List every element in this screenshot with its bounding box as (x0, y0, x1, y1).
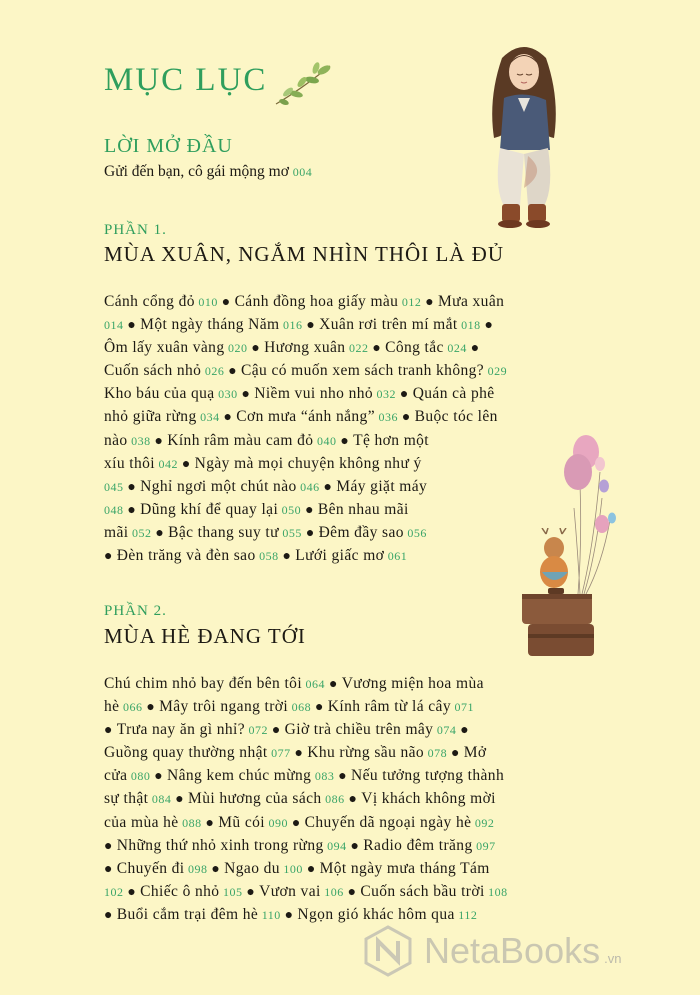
bullet-separator: ● (178, 456, 195, 472)
netabooks-logo-icon (362, 925, 414, 977)
toc-entry-title[interactable]: Lưới giấc mơ (295, 547, 385, 565)
toc-entry-page[interactable]: 083 (311, 769, 335, 784)
deer-on-suitcases-illustration (518, 528, 598, 660)
toc-entry-title[interactable]: Quán cà phê (412, 385, 495, 403)
toc-entry-title[interactable]: Ngao du (224, 859, 280, 877)
toc-entry-title[interactable]: Radio đêm trăng (363, 836, 473, 854)
bullet-separator: ● (301, 525, 319, 541)
bullet-separator: ● (311, 700, 328, 716)
toc-line (104, 673, 598, 696)
toc-entry-page[interactable]: 071 (450, 700, 474, 715)
bullet-separator: ● (123, 502, 141, 518)
bullet-separator: ● (150, 769, 168, 785)
toc-line (104, 696, 598, 719)
bullet-separator: ● (123, 479, 141, 495)
toc-entry-title[interactable]: Máy giặt máy (336, 477, 428, 495)
toc-line (104, 904, 598, 927)
toc-line (104, 383, 604, 406)
toc-entry-page[interactable]: 018 (457, 318, 481, 333)
toc-entry-title[interactable]: Nghỉ ngơi một chút nào (140, 477, 297, 495)
bullet-separator: ● (171, 792, 189, 808)
toc-entry-title[interactable]: Kính râm màu cam đỏ (167, 431, 314, 449)
bullet-separator: ● (142, 700, 160, 716)
bullet-separator: ● (104, 907, 117, 923)
bullet-separator: ● (301, 502, 318, 518)
toc-entry-page[interactable]: 110 (258, 907, 281, 922)
toc-line (104, 788, 598, 811)
watermark (362, 925, 621, 977)
toc-entry-title[interactable]: Chú chim nhỏ bay đến bên tôi (104, 675, 303, 692)
toc-entry-page[interactable]: 055 (278, 525, 302, 540)
toc-entry-title[interactable]: Khu rừng sầu não (307, 744, 425, 762)
toc-entry-title[interactable]: Giờ trà chiều trên mây (284, 721, 434, 739)
bullet-separator: ● (207, 861, 225, 877)
toc-entry-page[interactable]: 042 (155, 456, 178, 471)
toc-line (104, 881, 598, 904)
toc-entry-title[interactable]: Vương miện hoa mùa (341, 675, 484, 692)
toc-entry-page[interactable]: 084 (148, 792, 172, 807)
part2-entries (104, 673, 598, 927)
toc-entry-page[interactable]: 112 (454, 907, 478, 922)
toc-entry-title[interactable]: Chuyến đi (116, 859, 185, 877)
toc-entry-title[interactable]: sự thật (104, 790, 149, 808)
bullet-separator: ● (447, 746, 464, 762)
page-title: MỤC LỤC (104, 62, 268, 98)
toc-entry-title[interactable]: Chuyến dã ngoại ngày hè (304, 813, 472, 831)
girl-illustration (474, 38, 574, 234)
toc-entry-title[interactable]: Nếu tưởng tượng thành (351, 767, 505, 785)
bullet-separator: ● (336, 433, 354, 449)
bullet-separator: ● (267, 723, 285, 739)
toc-entry-page[interactable]: 088 (178, 815, 202, 830)
toc-entry-page[interactable]: 068 (288, 700, 312, 715)
toc-entry-title[interactable]: Cánh đồng hoa giấy màu (234, 293, 399, 310)
toc-entry-page[interactable]: 032 (373, 387, 397, 402)
toc-entry-page[interactable]: 094 (323, 838, 347, 853)
part1-title: MÙA XUÂN, NGẮM NHÌN THÔI LÀ ĐỦ (104, 242, 505, 266)
toc-line (104, 291, 604, 314)
toc-entry-page[interactable]: 058 (255, 549, 279, 564)
bullet-separator: ● (219, 410, 237, 426)
toc-entry-page[interactable]: 029 (484, 364, 508, 379)
toc-entry-title[interactable]: Cuốn sách nhỏ (104, 362, 202, 380)
watermark-brand: NetaBooks (424, 930, 601, 971)
bullet-separator: ● (104, 723, 117, 739)
toc-line (104, 430, 604, 453)
toc-entry-page[interactable]: 014 (104, 318, 124, 333)
bullet-separator: ● (151, 525, 169, 541)
toc-entry-page[interactable]: 080 (127, 769, 151, 784)
toc-entry-title[interactable]: Cậu có muốn xem sách tranh không? (241, 362, 485, 380)
part1-label: PHẦN 1. (104, 222, 167, 238)
toc-entry-title[interactable]: Ngày mà mọi chuyện không như ý (194, 454, 422, 472)
toc-entry-page[interactable]: 074 (433, 723, 457, 738)
toc-entry-title[interactable]: Ôm lấy xuân vàng (104, 339, 225, 357)
bullet-separator: ● (280, 907, 298, 923)
toc-entry-title[interactable]: Đèn trăng và đèn sao (116, 547, 256, 565)
toc-line (104, 499, 604, 522)
bullet-separator: ● (224, 364, 241, 380)
toc-line (104, 812, 598, 835)
bullet-separator: ● (344, 792, 362, 808)
toc-entry-title[interactable]: Cơn mưa “ánh nắng” (236, 408, 375, 426)
part1-entries (104, 291, 604, 568)
toc-entry-title[interactable]: Những thứ nhỏ xinh trong rừng (116, 836, 324, 854)
bullet-separator: ● (334, 769, 351, 785)
bullet-separator: ● (247, 341, 265, 357)
bullet-separator: ● (396, 387, 413, 403)
toc-line (104, 453, 604, 476)
toc-entry-page[interactable]: 056 (403, 525, 427, 540)
bullet-separator: ● (278, 549, 296, 565)
toc-entry-title[interactable]: Hương xuân (264, 339, 346, 357)
toc-entry-title[interactable]: Mở (463, 744, 487, 762)
toc-entry-title[interactable]: Buộc tóc lên (414, 408, 498, 426)
bullet-separator: ● (104, 838, 117, 854)
leaf-branch-illustration (272, 60, 336, 110)
toc-entry-page[interactable]: 100 (279, 861, 303, 876)
intro-entry-page: 004 (292, 165, 313, 179)
toc-entry-page[interactable]: 048 (104, 502, 124, 517)
toc-entry-page[interactable]: 077 (267, 746, 291, 761)
toc-entry-title[interactable]: nào (104, 431, 128, 449)
toc-line (104, 742, 598, 765)
toc-entry-title[interactable]: Vươn vai (259, 882, 321, 900)
toc-entry-page[interactable]: 086 (321, 792, 345, 807)
toc-line (104, 360, 604, 383)
toc-entry-title[interactable]: Công tắc (385, 339, 444, 357)
toc-entry-page[interactable]: 072 (244, 723, 268, 738)
toc-entry-title[interactable]: Tệ hơn một (353, 431, 430, 449)
toc-entry-page[interactable]: 022 (345, 341, 369, 356)
toc-entry-page[interactable]: 102 (104, 884, 124, 899)
toc-entry-title[interactable]: Một ngày mưa tháng Tám (319, 859, 490, 877)
bullet-separator: ● (466, 341, 480, 357)
bullet-separator: ● (242, 884, 260, 900)
watermark-tld: .vn (604, 950, 622, 966)
toc-entry-title[interactable]: Mưa xuân (438, 293, 505, 310)
toc-entry-title[interactable]: hè (104, 698, 120, 716)
bullet-separator: ● (123, 884, 141, 900)
toc-entry-title[interactable]: Mây trôi ngang trời (159, 698, 289, 716)
part2-title: MÙA HÈ ĐANG TỚI (104, 624, 306, 648)
toc-line (104, 858, 598, 881)
toc-entry-page[interactable]: 045 (104, 479, 124, 494)
toc-entry-title[interactable]: nhỏ giữa rừng (104, 408, 197, 426)
toc-entry-title[interactable]: Mùi hương của sách (188, 790, 322, 808)
toc-entry-page[interactable]: 038 (127, 433, 151, 448)
toc-entry-title[interactable]: Chiếc ô nhỏ (140, 882, 220, 900)
bullet-separator: ● (346, 838, 364, 854)
toc-entry-title[interactable]: Bậc thang suy tư (168, 523, 279, 541)
toc-entry-page[interactable]: 052 (128, 525, 152, 540)
toc-entry-title[interactable]: Vị khách không mời (361, 790, 496, 808)
bullet-separator: ● (397, 410, 415, 426)
bullet-separator: ● (217, 295, 235, 310)
part2-label: PHẦN 2. (104, 603, 167, 619)
toc-entry-title[interactable]: Nâng kem chúc mừng (167, 767, 312, 785)
toc-entry-title[interactable]: cửa (104, 767, 128, 785)
toc-entry-title[interactable]: của mùa hè (104, 813, 179, 831)
toc-entry-page[interactable]: 090 (264, 815, 288, 830)
toc-entry-title[interactable]: Một ngày tháng Năm (140, 316, 280, 334)
bullet-separator: ● (123, 318, 141, 334)
toc-entry-page[interactable]: 105 (219, 884, 243, 899)
toc-entry-page[interactable]: 012 (398, 295, 422, 309)
intro-entry[interactable] (104, 163, 312, 181)
toc-entry-title[interactable]: xíu thôi (104, 454, 155, 472)
bullet-separator: ● (325, 677, 342, 692)
toc-line (104, 719, 598, 742)
bullet-separator: ● (290, 746, 308, 762)
toc-line (104, 765, 598, 788)
bullet-separator: ● (480, 318, 494, 334)
bullet-separator: ● (319, 479, 337, 495)
toc-entry-page[interactable]: 064 (302, 677, 326, 691)
toc-entry-title[interactable]: Dũng khí để quay lại (140, 500, 279, 518)
toc-line (104, 406, 604, 429)
toc-entry-title[interactable]: Kho báu của quạ (104, 385, 215, 403)
toc-entry-page[interactable]: 034 (196, 410, 220, 425)
bullet-separator: ● (237, 387, 255, 403)
toc-entry-page[interactable]: 040 (313, 433, 337, 448)
intro-heading: LỜI MỞ ĐẦU (104, 135, 233, 157)
toc-line (104, 835, 598, 858)
toc-entry-title[interactable]: Kính râm từ lá cây (327, 698, 451, 716)
toc-entry-page[interactable]: 108 (484, 884, 508, 899)
toc-entry-page[interactable]: 020 (224, 341, 248, 356)
toc-entry-title[interactable]: Guồng quay thường nhật (104, 744, 268, 762)
bullet-separator: ● (343, 884, 361, 900)
toc-entry-title[interactable]: Xuân rơi trên mí mắt (319, 316, 458, 334)
toc-entry-page[interactable]: 106 (320, 884, 344, 899)
bullet-separator: ● (104, 549, 117, 565)
toc-entry-page[interactable]: 061 (384, 549, 408, 564)
bullet-separator: ● (104, 861, 117, 877)
bullet-separator: ● (421, 295, 438, 310)
bullet-separator: ● (302, 318, 320, 334)
toc-entry-page[interactable]: 024 (443, 341, 467, 356)
toc-entry-title[interactable]: Cánh cổng đỏ (104, 293, 195, 310)
bullet-separator: ● (287, 815, 305, 831)
toc-line (104, 476, 604, 499)
toc-entry-title[interactable]: Mũ cói (218, 813, 265, 831)
bullet-separator: ● (150, 433, 168, 449)
toc-entry-title[interactable]: Trưa nay ăn gì nhỉ? (116, 721, 245, 739)
toc-entry-page[interactable]: 050 (278, 502, 302, 517)
toc-entry-title[interactable]: Đêm đầy sao (318, 523, 404, 541)
toc-entry-title[interactable]: Cuốn sách bầu trời (360, 882, 485, 900)
toc-entry-page[interactable]: 097 (472, 838, 496, 853)
bullet-separator: ● (368, 341, 386, 357)
toc-entry-page[interactable]: 036 (374, 410, 398, 425)
bullet-separator: ● (456, 723, 470, 739)
toc-entry-page[interactable]: 010 (194, 295, 218, 309)
toc-entry-page[interactable]: 016 (279, 318, 303, 333)
toc-line (104, 337, 604, 360)
toc-line (104, 314, 604, 337)
toc-entry-title[interactable]: Buổi cắm trại đêm hè (116, 905, 259, 923)
toc-entry-page[interactable]: 030 (214, 387, 238, 402)
intro-entry-title: Gửi đến bạn, cô gái mộng mơ (104, 163, 289, 180)
toc-entry-page[interactable]: 078 (424, 746, 448, 761)
toc-entry-page[interactable]: 092 (471, 815, 495, 830)
bullet-separator: ● (302, 861, 320, 877)
toc-entry-title[interactable]: mãi (104, 523, 129, 541)
toc-entry-page[interactable]: 046 (296, 479, 320, 494)
toc-entry-page[interactable]: 098 (184, 861, 208, 876)
toc-entry-title[interactable]: Niềm vui nho nhỏ (254, 385, 374, 403)
toc-entry-page[interactable]: 066 (119, 700, 143, 715)
toc-entry-title[interactable]: Ngọn gió khác hôm qua (297, 905, 455, 923)
toc-entry-title[interactable]: Bên nhau mãi (317, 500, 409, 518)
bullet-separator: ● (201, 815, 219, 831)
toc-entry-page[interactable]: 026 (201, 364, 225, 379)
